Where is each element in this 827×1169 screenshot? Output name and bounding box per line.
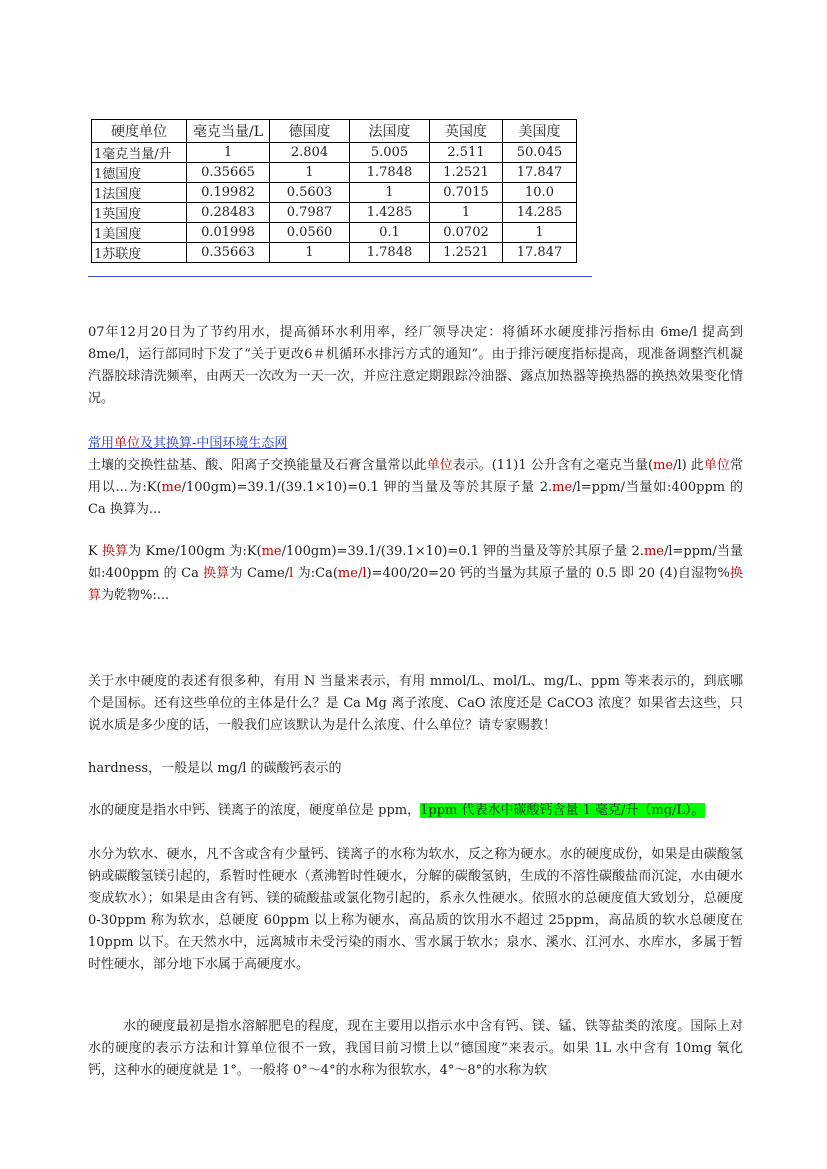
snippet-keyword: me (261, 544, 282, 559)
table-cell: 0.1 (350, 223, 430, 243)
table-cell: 1 (270, 163, 350, 183)
search-result-link-line (88, 433, 743, 455)
table-cell: 0.28483 (187, 203, 270, 223)
snippet-keyword: 单位 (703, 458, 730, 473)
table-cell: 1.4285 (350, 203, 430, 223)
table-cell: 1 (270, 243, 350, 263)
table-cell: 10.0 (503, 183, 577, 203)
search-snippet-1 (88, 455, 743, 521)
table-cell: 1 (350, 183, 430, 203)
table-cell: 2.511 (430, 143, 503, 163)
snippet-text: 为:Ca( (293, 566, 338, 581)
link-keyword: 单位 (114, 436, 141, 451)
table-cell: 2.804 (270, 143, 350, 163)
table-header-cell: 德国度 (270, 120, 350, 143)
snippet-keyword: 单位 (426, 458, 453, 473)
table-cell: 17.847 (503, 243, 577, 263)
link-text-part: 常用 (88, 436, 115, 451)
table-cell: 0.7015 (430, 183, 503, 203)
paragraph-soft-hard-water: 水分为软水、硬水，凡不含或含有少量钙、镁离子的水称为软水，反之称为硬水。水的硬度成份，如果是由碳酸氢钠或碳酸氢镁引起的，系暂时性硬水（煮沸暂时性硬水，分解的碳酸氢钠，生成的不溶性碳酸盐而沉淀，水由硬水变成软水）；如果是由含有钙、镁的硫酸盐或氯化物引起的，系永久性硬水。依照水的总硬度值大致划分，总硬度 0-30ppm 称为软水，总硬度 60ppm 以上称为硬水，高品质的饮用水不超过 25ppm，高品质的软水总硬度在 10ppm 以下。在天然水中，远离城市未受污染的雨水、雪水属于软水；泉水、溪水、江河水、水库水，多属于暂时性硬水，部分地下水属于高硬度水。 (88, 847, 743, 972)
table-row (92, 243, 577, 263)
table-cell: 0.19982 (187, 183, 270, 203)
table-cell: 1美国度 (92, 223, 187, 243)
snippet-keyword: me (643, 544, 664, 559)
snippet-text: 土壤的交换性盐基、酸、阳离子交换能量及石膏含量常以此 (88, 458, 427, 473)
table-cell: 1.7848 (350, 163, 430, 183)
snippet-text: /100gm)=39.1/(39.1×10)=0.1 钾的当量及等於其原子量 2. (181, 480, 553, 495)
paragraph-circulating-water: 07年12月20日为了节约用水，提高循环水利用率，经厂领导决定：将循环水硬度排污指标由 6me/l 提高到 8me/l，运行部同时下发了“关于更改6＃机循环水排污方式的通知”。由于排污硬度指标提高，现准备调整汽机凝汽器胶球清洗频率，由两天一次改为一天一次，并应注意定期跟踪冷油器、露点加热器等换热器的换热效果变化情况。 (88, 325, 743, 406)
table-cell: 0.5603 (270, 183, 350, 203)
table-row (92, 163, 577, 183)
table-header-row (92, 120, 577, 143)
table-cell: 0.7987 (270, 203, 350, 223)
table-cell: 0.35665 (187, 163, 270, 183)
table-header-cell: 法国度 (350, 120, 430, 143)
link-text-part: 及其换算-中国环境生态网 (140, 436, 288, 451)
snippet-keyword: me/l (337, 566, 367, 581)
table-row (92, 223, 577, 243)
table-cell: 50.045 (503, 143, 577, 163)
snippet-text: )=400/20=20 钙的当量为其原子量的 0.5 即 20 (4)自湿物% (366, 566, 730, 581)
snippet-text: 表示。(11)1 公升含有之毫克当量( (452, 458, 654, 473)
table-cell: 5.005 (350, 143, 430, 163)
snippet-keyword: 换算 (88, 566, 743, 603)
table-cell: 1 (187, 143, 270, 163)
snippet-text: /l=ppm/当量如:400ppm 的 Ca 换算为... (88, 480, 744, 517)
table-row (92, 183, 577, 203)
table-cell: 0.35663 (187, 243, 270, 263)
snippet-text: /l=ppm/当量 如:400ppm 的 Ca (88, 544, 743, 581)
table-cell: 0.0702 (430, 223, 503, 243)
table-cell: 1.2521 (430, 243, 503, 263)
snippet-keyword: l (289, 566, 294, 581)
table-header-cell: 硬度单位 (92, 120, 187, 143)
definition-text: 水的硬度是指水中钙、镁离子的浓度，硬度单位是 ppm， (88, 803, 421, 818)
table-row (92, 203, 577, 223)
table-cell: 1.2521 (430, 163, 503, 183)
paragraph-question: 关于水中硬度的表述有很多种，有用 N 当量来表示，有用 mmol/L、mol/L、mg/L、ppm 等来表示的，到底哪个是国标。还有这些单位的主体是什么？是 Ca Mg 离子浓度、CaO 浓度还是 CaCO3 浓度？如果省去这些，只说水质是多少度的话，一般我们应该默认为是什么浓度、什么单位？请专家赐教！ (88, 674, 743, 733)
paragraph-hardness-note: hardness，一般是以 mg/l 的碳酸钙表示的 (88, 761, 342, 776)
paragraph-hardness-definition (88, 800, 743, 822)
hardness-conversion-table (91, 119, 577, 263)
snippet-text: /l) 此 (673, 458, 704, 473)
table-cell: 14.285 (503, 203, 577, 223)
snippet-text: /100gm)=39.1/(39.1×10)=0.1 钾的当量及等於其原子量 2. (281, 544, 644, 559)
table-cell: 1法国度 (92, 183, 187, 203)
snippet-keyword: me (653, 458, 674, 473)
snippet-keyword: 换算 (203, 566, 230, 581)
table-cell: 1苏联度 (92, 243, 187, 263)
table-header-cell: 美国度 (503, 120, 577, 143)
table-cell: 1毫克当量/升 (92, 143, 187, 163)
paragraph-hardness-history: 水的硬度最初是指水溶解肥皂的程度，现在主要用以指示水中含有钙、镁、锰、铁等盐类的浓度。国际上对水的硬度的表示方法和计算单位很不一致，我国目前习惯上以“德国度”来表示。如果 1L 水中含有 10mg 氧化钙，这种水的硬度就是 1°。一般将 0°～4°的水称为很软水，4°～8°的水称为软 (88, 1019, 743, 1078)
search-snippet-2 (88, 541, 743, 607)
table-underline (88, 276, 592, 277)
table-cell: 1.7848 (350, 243, 430, 263)
table-header-cell: 英国度 (430, 120, 503, 143)
table-cell: 0.0560 (270, 223, 350, 243)
snippet-keyword: me (552, 480, 573, 495)
snippet-text: 为 Came/ (229, 566, 290, 581)
snippet-text: 为 Kme/100gm 为:K( (128, 544, 262, 559)
table-cell: 0.01998 (187, 223, 270, 243)
table-cell: 17.847 (503, 163, 577, 183)
table-cell: 1德国度 (92, 163, 187, 183)
snippet-keyword: 换算 (101, 544, 129, 559)
snippet-keyword: me (161, 480, 182, 495)
table-header-cell: 毫克当量/L (187, 120, 270, 143)
search-result-link[interactable] (88, 436, 287, 451)
snippet-text: 为乾物%:... (101, 588, 170, 603)
snippet-text: 常用以...为:K( (88, 458, 743, 495)
table-cell: 1 (430, 203, 503, 223)
table-cell: 1英国度 (92, 203, 187, 223)
table-cell: 1 (503, 223, 577, 243)
highlighted-text: 1ppm 代表水中碳酸钙含量 1 毫克/升（mg/L）。 (420, 803, 705, 818)
table-row (92, 143, 577, 163)
snippet-text: K (88, 544, 102, 559)
